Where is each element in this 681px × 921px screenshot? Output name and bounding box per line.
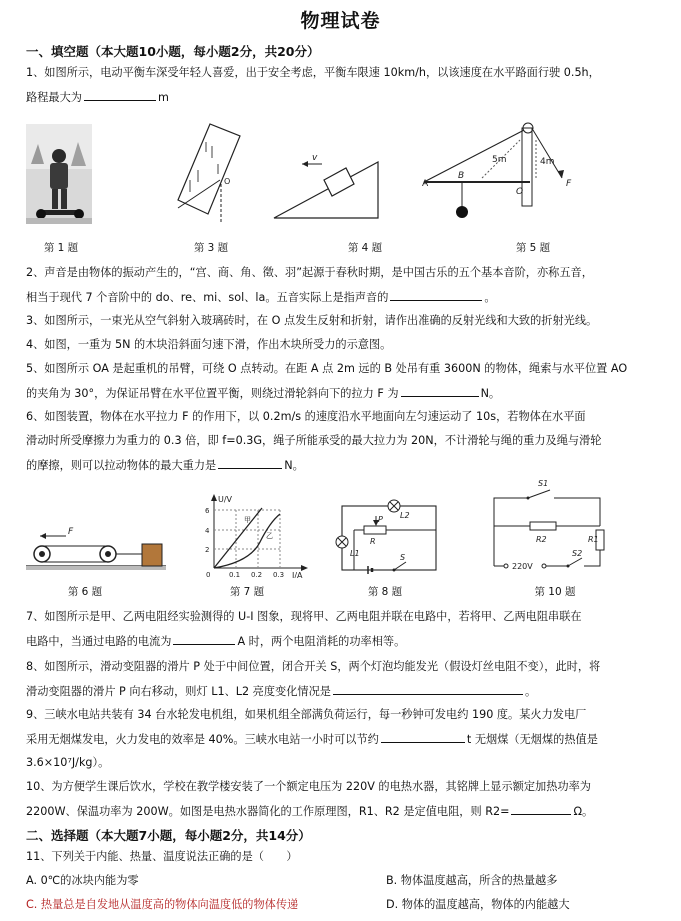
fig7-i-axis-label: I/A	[292, 571, 303, 578]
fig7-tick-02: 0.2	[251, 571, 263, 578]
q8-line2	[26, 682, 656, 700]
q7-text: 电路中，当通过电路的电流为	[26, 635, 172, 648]
fig10-heater-circuit	[488, 478, 610, 578]
fig7-tick-03: 0.3	[273, 571, 285, 578]
fig10-label-r2: R2	[536, 535, 547, 544]
q11-option-c[interactable]: C. 热量总是自发地从温度高的物体向温度低的物体传递	[26, 898, 299, 911]
fig7-series-yi: 乙	[266, 532, 273, 540]
q5-line1: 5、如图所示 OA 是起重机的吊臂，可绕 O 点转动。在距 A 点 2m 远的 B 处吊有重 3600N 的物体，绳索与水平位置 AO	[26, 362, 628, 375]
q11-stem: 11、下列关于内能、热量、温度说法正确的是（ ）	[26, 850, 298, 863]
fig7-ui-graph	[200, 492, 310, 578]
fig5-label-4m: 4m	[540, 157, 555, 167]
fig5-label-o: O	[516, 187, 524, 197]
fig6-force-label: F	[68, 527, 74, 537]
caption-fig8: 第 8 题	[367, 586, 403, 598]
fig7-tick-0: 0	[206, 571, 211, 578]
q5-text: 的夹角为 30°，为保证吊臂在水平位置平衡，则绕过滑轮斜向下的拉力 F 为	[26, 387, 399, 400]
fig7-tick-01: 0.1	[229, 571, 241, 578]
q1-line2	[26, 88, 656, 106]
q2-end: 。	[484, 291, 496, 304]
q11-option-b[interactable]: B. 物体温度越高，所含的热量越多	[386, 874, 558, 887]
fig8-label-r: R	[370, 537, 376, 546]
q1-line1: 1、如图所示，电动平衡车深受年轻人喜爱，出于安全考虑，平衡车限速 10km/h，以该速度在水平路面行驶 0.5h，	[26, 66, 600, 79]
q2-text: 相当于现代 7 个音阶中的 do、re、mi、sol、la。五音实际上是指声音的	[26, 291, 389, 304]
fig8-label-l1: L1	[350, 549, 360, 558]
q10-line2	[26, 802, 656, 820]
q6-line3	[26, 456, 656, 474]
fig10-label-r1: R1	[588, 535, 599, 544]
fig3-glass-brick	[168, 122, 248, 224]
q4-text: 4、如图，一重为 5N 的木块沿斜面匀速下滑，作出木块所受力的示意图。	[26, 338, 392, 351]
q8-line1: 8、如图所示，滑动变阻器的滑片 P 处于中间位置，闭合开关 S，两个灯泡均能发光（假设灯丝电阻不变），此时，将	[26, 660, 601, 673]
q6-unit: N。	[284, 459, 304, 472]
caption-fig5: 第 5 题	[515, 242, 551, 254]
q1-answer-blank[interactable]	[84, 88, 156, 101]
fig8-label-p: P	[378, 515, 383, 524]
section-2-heading: 二、选择题（本大题7小题，每小题2分，共14分）	[26, 828, 311, 843]
q9-answer-blank[interactable]	[381, 730, 465, 743]
q6-line2: 滑动时所受摩擦力为重力的 0.3 倍，即 f=0.3G，绳子所能承受的最大拉力为 20N，不计滑轮与绳的重力及绳与滑轮	[26, 434, 602, 447]
fig8-circuit	[334, 492, 444, 578]
fig8-label-s: S	[400, 553, 406, 562]
fig7-tick-6: 6	[205, 507, 210, 515]
fig7-tick-2: 2	[205, 546, 210, 554]
fig10-label-s1: S1	[538, 479, 549, 488]
q8-text: 滑动变阻器的滑片 P 向右移动，则灯 L1、L2 亮度变化情况是	[26, 685, 331, 698]
q7-line2	[26, 632, 656, 650]
q11-option-d[interactable]: D. 物体的温度越高，物体的内能越大	[386, 898, 570, 911]
fig10-label-s2: S2	[572, 549, 583, 558]
fig10-label-voltage: 220V	[512, 562, 533, 571]
caption-fig6: 第 6 题	[67, 586, 103, 598]
fig1-balance-car-photo	[26, 124, 92, 224]
fig6-pulley-system	[26, 520, 166, 572]
q1-text: 路程最大为	[26, 91, 82, 104]
fig7-series-jia: 甲	[244, 516, 251, 524]
q2-answer-blank[interactable]	[390, 288, 482, 301]
caption-fig4: 第 4 题	[347, 242, 383, 254]
fig5-label-5m: 5m	[492, 155, 507, 165]
q9-line2	[26, 730, 656, 748]
caption-fig3: 第 3 题	[193, 242, 229, 254]
caption-fig7: 第 7 题	[229, 586, 265, 598]
caption-fig10: 第 10 题	[534, 586, 576, 598]
q10-answer-blank[interactable]	[511, 802, 571, 815]
fig8-label-l2: L2	[400, 511, 410, 520]
fig4-velocity-label: v	[312, 153, 318, 163]
q5-unit: N。	[480, 387, 501, 400]
q9-line3: 3.6×10⁷J/kg）。	[26, 756, 110, 769]
q9-line1: 9、三峡水电站共装有 34 台水轮发电机组，如果机组全部满负荷运行，每一秒钟可发电约 190 度。某火力发电厂	[26, 708, 587, 721]
q5-answer-blank[interactable]	[401, 384, 479, 397]
q7-line1: 7、如图所示是甲、乙两电阻经实验测得的 U-I 图象，现将甲、乙两电阻并联在电路中，若将甲、乙两电阻串联在	[26, 610, 582, 623]
section-1-heading: 一、填空题（本大题10小题，每小题2分，共20分）	[26, 44, 320, 59]
caption-fig1: 第 1 题	[43, 242, 79, 254]
q3-text: 3、如图所示，一束光从空气斜射入玻璃砖时，在 O 点发生反射和折射，请作出准确的反射光线和大致的折射光线。	[26, 314, 598, 327]
q8-end: 。	[525, 685, 537, 698]
q7-end: A 时，两个电阻消耗的功率相等。	[237, 635, 406, 648]
q6-answer-blank[interactable]	[218, 456, 282, 469]
q7-answer-blank[interactable]	[173, 632, 235, 645]
svg-text:O: O	[224, 177, 231, 186]
q10-unit: Ω。	[573, 805, 594, 818]
q2-line2	[26, 288, 656, 306]
q9-after: t 无烟煤（无烟煤的热值是	[466, 733, 598, 746]
fig5-crane	[422, 120, 582, 226]
q8-answer-blank[interactable]	[333, 682, 523, 695]
q11-option-a[interactable]: A. 0℃的冰块内能为零	[26, 874, 139, 887]
fig4-incline	[272, 140, 382, 222]
fig7-tick-4: 4	[205, 527, 210, 535]
fig5-label-b: B	[458, 171, 465, 181]
q2-line1: 2、声音是由物体的振动产生的，“宫、商、角、徵、羽”起源于春秋时期，是中国古乐的五个基本音阶，亦称五音，	[26, 266, 593, 279]
q6-text: 的摩擦，则可以拉动物体的最大重力是	[26, 459, 217, 472]
fig5-label-a: A	[422, 179, 429, 189]
q1-unit: m	[157, 91, 169, 104]
q5-line2	[26, 384, 656, 402]
page-title: 物理试卷	[300, 10, 381, 32]
q9-text: 采用无烟煤发电，火力发电的效率是 40%。三峡水电站一小时可以节约	[26, 733, 379, 746]
fig7-u-axis-label: U/V	[218, 495, 233, 504]
q10-line1: 10、为方便学生课后饮水，学校在教学楼安装了一个额定电压为 220V 的电热水器，其铭牌上显示额定加热功率为	[26, 780, 591, 793]
q10-text: 2200W、保温功率为 200W。如图是电热水器简化的工作原理图，R1、R2 是定值电阻，则 R2=	[26, 805, 510, 818]
fig5-label-f: F	[566, 179, 572, 189]
q6-line1: 6、如图装置，物体在水平拉力 F 的作用下，以 0.2m/s 的速度沿水平地面向左匀速运动了 10s，若物体在水平面	[26, 410, 586, 423]
